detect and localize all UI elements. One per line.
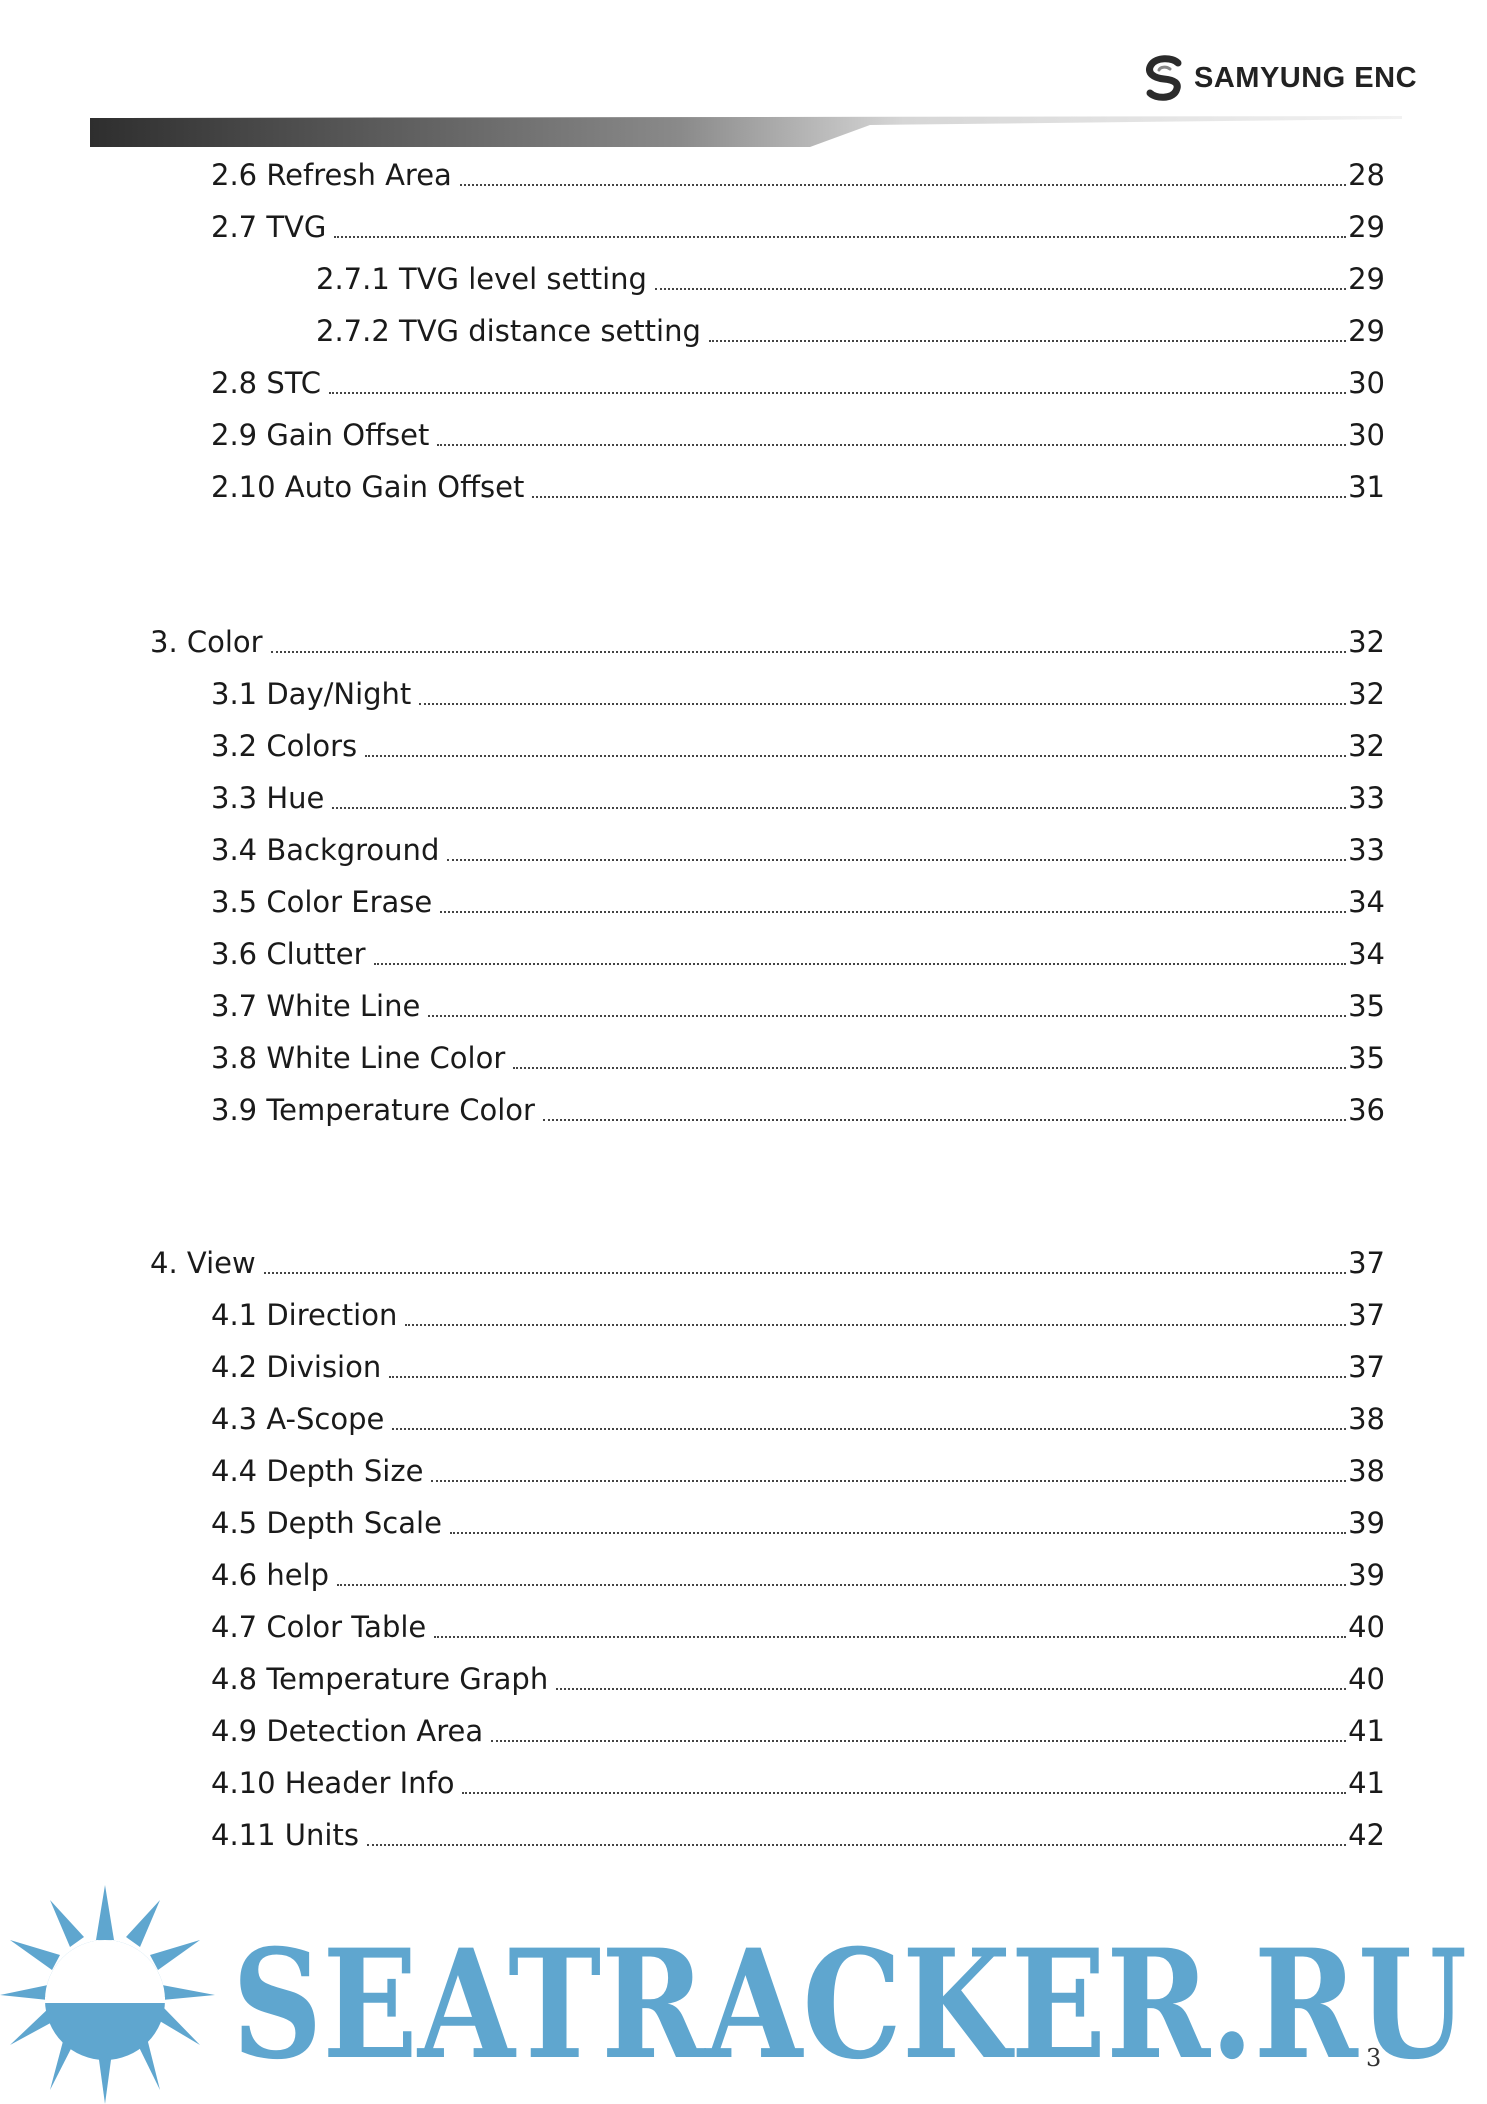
toc-dot-leader: [434, 1626, 1346, 1638]
toc-entry-page: 32: [1348, 677, 1385, 711]
toc-entry-label: 4.7 Color Table: [211, 1610, 427, 1644]
toc-entry-label: 3. Color: [150, 625, 263, 659]
toc-entry-page: 37: [1348, 1350, 1385, 1384]
toc-dot-leader: [460, 174, 1346, 186]
toc-entry[interactable]: [211, 986, 1385, 1026]
company-name: SAMYUNG ENC: [1194, 61, 1418, 94]
toc-entry[interactable]: [211, 1763, 1385, 1803]
toc-entry-page: 42: [1348, 1818, 1385, 1852]
toc-dot-leader: [428, 1005, 1346, 1017]
toc-dot-leader: [367, 1834, 1346, 1846]
toc-entry-label: 4.5 Depth Scale: [211, 1506, 442, 1540]
toc-entry-label: 4.3 A-Scope: [211, 1402, 385, 1436]
page-number: 3: [1366, 2044, 1382, 2072]
toc-entry-page: 39: [1348, 1558, 1385, 1592]
toc-entry-label: 3.2 Colors: [211, 729, 358, 763]
toc-dot-leader: [419, 693, 1346, 705]
toc-entry-page: 32: [1348, 729, 1385, 763]
toc-entry[interactable]: [211, 1815, 1385, 1855]
toc-entry[interactable]: [211, 778, 1385, 818]
toc-entry-label: 4.4 Depth Size: [211, 1454, 424, 1488]
toc-entry[interactable]: [211, 726, 1385, 766]
toc-entry-page: 33: [1348, 781, 1385, 815]
toc-dot-leader: [709, 330, 1346, 342]
toc-entry-page: 30: [1348, 366, 1385, 400]
toc-dot-leader: [337, 1574, 1346, 1586]
toc-entry-label: 4.11 Units: [211, 1818, 359, 1852]
toc-entry-page: 37: [1348, 1246, 1385, 1280]
toc-entry[interactable]: [211, 1451, 1385, 1491]
toc-entry-label: 3.4 Background: [211, 833, 440, 867]
watermark-text: SEATRACKER.RU: [232, 1917, 1467, 2093]
toc-dot-leader: [431, 1470, 1346, 1482]
toc-entry[interactable]: [211, 467, 1385, 507]
toc-dot-leader: [543, 1109, 1346, 1121]
toc-entry-label: 2.10 Auto Gain Offset: [211, 470, 525, 504]
toc-entry[interactable]: [211, 934, 1385, 974]
toc-dot-leader: [532, 486, 1346, 498]
toc-dot-leader: [450, 1522, 1346, 1534]
toc-dot-leader: [332, 797, 1346, 809]
toc-entry[interactable]: [211, 155, 1385, 195]
toc-entry-label: 4. View: [150, 1246, 256, 1280]
toc-entry[interactable]: [316, 311, 1385, 351]
toc-entry[interactable]: [211, 830, 1385, 870]
toc-entry[interactable]: [211, 1659, 1385, 1699]
toc-entry-label: 4.1 Direction: [211, 1298, 398, 1332]
toc-entry-page: 36: [1348, 1093, 1385, 1127]
toc-entry-label: 3.6 Clutter: [211, 937, 366, 971]
toc-entry-label: 2.9 Gain Offset: [211, 418, 430, 452]
toc-entry-page: 29: [1348, 262, 1385, 296]
toc-entry[interactable]: [211, 1607, 1385, 1647]
toc-entry[interactable]: [211, 1038, 1385, 1078]
toc-entry-page: 38: [1348, 1454, 1385, 1488]
toc-entry[interactable]: [211, 415, 1385, 455]
toc-dot-leader: [271, 641, 1346, 653]
toc-dot-leader: [374, 953, 1347, 965]
toc-entry[interactable]: [211, 1295, 1385, 1335]
toc-dot-leader: [264, 1262, 1346, 1274]
toc-entry[interactable]: [211, 1503, 1385, 1543]
toc-entry-page: 37: [1348, 1298, 1385, 1332]
toc-entry-page: 40: [1348, 1662, 1385, 1696]
toc-dot-leader: [513, 1057, 1346, 1069]
toc-entry-label: 2.7.2 TVG distance setting: [316, 314, 701, 348]
toc-entry[interactable]: [211, 1347, 1385, 1387]
toc-entry-label: 4.9 Detection Area: [211, 1714, 484, 1748]
toc-entry-page: 34: [1348, 937, 1385, 971]
toc-dot-leader: [556, 1678, 1346, 1690]
toc-entry-page: 35: [1348, 1041, 1385, 1075]
toc-entry-page: 33: [1348, 833, 1385, 867]
toc-dot-leader: [334, 226, 1346, 238]
toc-entry-label: 4.8 Temperature Graph: [211, 1662, 549, 1696]
toc-entry[interactable]: [211, 1090, 1385, 1130]
toc-entry-page: 34: [1348, 885, 1385, 919]
toc-entry-page: 29: [1348, 314, 1385, 348]
toc-entry[interactable]: [150, 1243, 1385, 1283]
toc-entry-label: 3.8 White Line Color: [211, 1041, 506, 1075]
toc-dot-leader: [447, 849, 1346, 861]
toc-entry-label: 4.2 Division: [211, 1350, 382, 1384]
toc-entry-page: 38: [1348, 1402, 1385, 1436]
toc-entry-page: 30: [1348, 418, 1385, 452]
toc-entry[interactable]: [211, 363, 1385, 403]
toc-dot-leader: [405, 1314, 1346, 1326]
sun-icon: [0, 1885, 215, 2104]
toc-dot-leader: [392, 1418, 1346, 1430]
toc-entry-label: 2.7.1 TVG level setting: [316, 262, 647, 296]
watermark: [0, 1885, 1487, 2104]
toc-entry[interactable]: [211, 882, 1385, 922]
toc-entry-page: 28: [1348, 158, 1385, 192]
toc-entry-page: 39: [1348, 1506, 1385, 1540]
toc-entry-label: 3.3 Hue: [211, 781, 325, 815]
toc-entry-label: 3.5 Color Erase: [211, 885, 433, 919]
toc-entry[interactable]: [211, 207, 1385, 247]
toc-entry-label: 4.6 help: [211, 1558, 330, 1592]
toc-entry-page: 40: [1348, 1610, 1385, 1644]
toc-entry-page: 35: [1348, 989, 1385, 1023]
toc-entry[interactable]: [150, 622, 1385, 662]
toc-entry[interactable]: [211, 1555, 1385, 1595]
toc-dot-leader: [462, 1782, 1346, 1794]
toc-entry-page: 41: [1348, 1766, 1385, 1800]
toc-dot-leader: [440, 901, 1346, 913]
toc-entry[interactable]: [316, 259, 1385, 299]
toc-entry-label: 3.1 Day/Night: [211, 677, 412, 711]
toc-dot-leader: [389, 1366, 1346, 1378]
toc-entry[interactable]: [211, 1399, 1385, 1439]
toc-entry[interactable]: [211, 674, 1385, 714]
toc-entry[interactable]: [211, 1711, 1385, 1751]
toc-entry-label: 4.10 Header Info: [211, 1766, 455, 1800]
toc-entry-page: 32: [1348, 625, 1385, 659]
toc-dot-leader: [491, 1730, 1346, 1742]
toc-entry-label: 3.7 White Line: [211, 989, 421, 1023]
toc-entry-label: 2.7 TVG: [211, 210, 327, 244]
toc-dot-leader: [329, 382, 1346, 394]
toc-dot-leader: [655, 278, 1346, 290]
toc-dot-leader: [437, 434, 1346, 446]
toc-entry-page: 29: [1348, 210, 1385, 244]
toc-entry-label: 2.8 STC: [211, 366, 322, 400]
toc-entry-page: 31: [1348, 470, 1385, 504]
toc-entry-label: 2.6 Refresh Area: [211, 158, 452, 192]
toc-entry-label: 3.9 Temperature Color: [211, 1093, 535, 1127]
toc-entry-page: 41: [1348, 1714, 1385, 1748]
toc-dot-leader: [365, 745, 1346, 757]
